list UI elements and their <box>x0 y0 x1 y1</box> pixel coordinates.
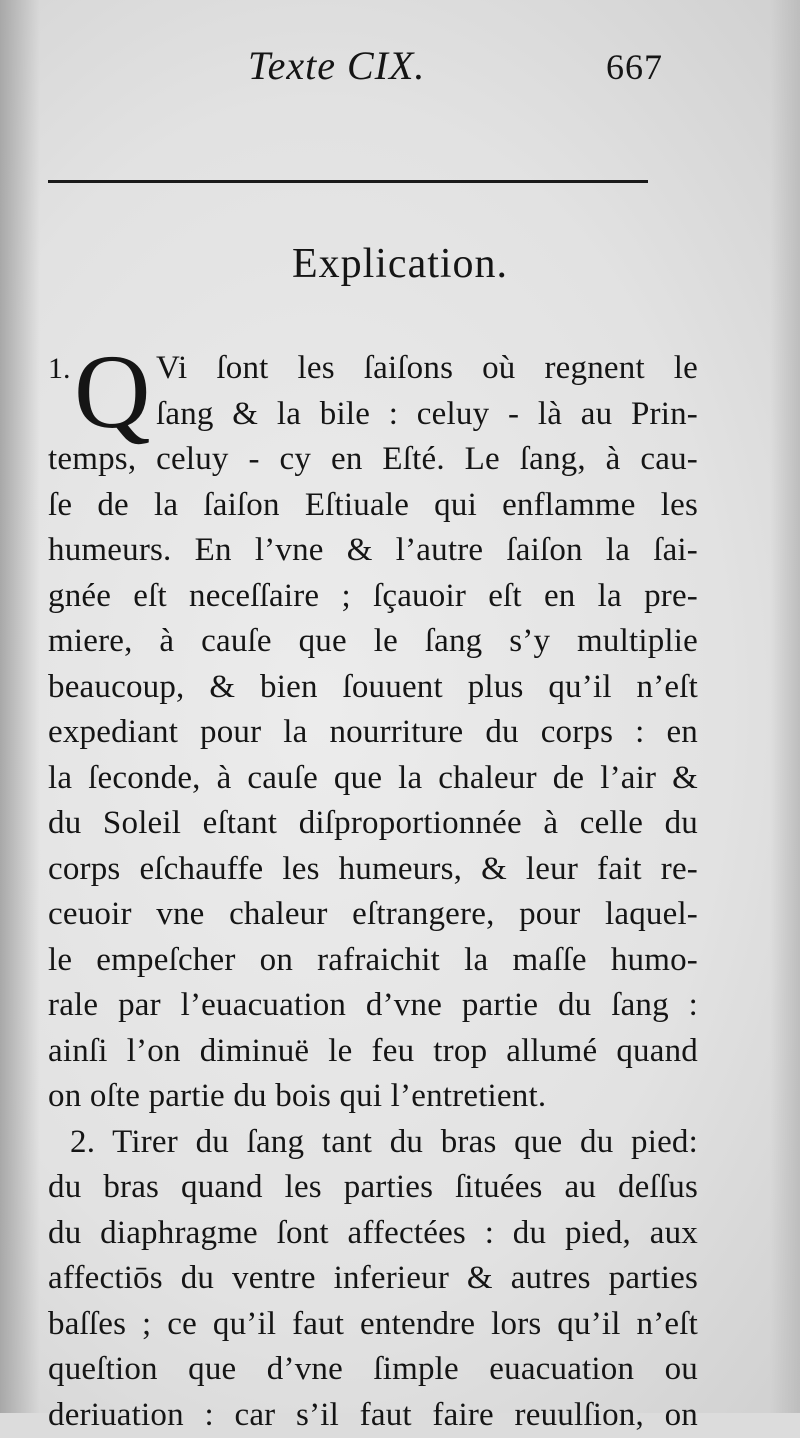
gutter-shadow <box>0 0 40 1413</box>
text-line: deriuation : car s’il faut faire reuulſion, on <box>48 1393 698 1438</box>
header-rule <box>48 180 648 183</box>
text-line: ainſi l’on diminuë le feu trop allumé quand <box>48 1029 698 1075</box>
text-line: gnée eſt neceſſaire ; ſçauoir eſt en la pre- <box>48 574 698 620</box>
section-title: Explication. <box>0 240 800 288</box>
body-text <box>48 346 698 1438</box>
text-line: ſe de la ſaiſon Eſtiuale qui enflamme les <box>48 483 698 529</box>
drop-cap: Q <box>74 342 151 442</box>
text-line: ſang & la bile : celuy - là au Prin- <box>48 392 698 438</box>
text-line: le empeſcher on rafraichit la maſſe humo- <box>48 938 698 984</box>
text-line: on oſte partie du bois qui l’entretient. <box>48 1074 698 1120</box>
text-line: Vi ſont les ſaiſons où regnent le <box>48 346 698 392</box>
running-title: Texte CIX. <box>248 42 425 89</box>
text-line: corps eſchauffe les humeurs, & leur fait re- <box>48 847 698 893</box>
text-line: du Soleil eſtant diſproportionnée à celle du <box>48 801 698 847</box>
text-line: ceuoir vne chaleur eſtrangere, pour laquel- <box>48 892 698 938</box>
text-line: rale par l’euacuation d’vne partie du ſang : <box>48 983 698 1029</box>
page-number: 667 <box>606 46 663 88</box>
paragraph-number: 1. <box>48 346 71 392</box>
paragraph-2 <box>48 1120 698 1438</box>
text-line: baſſes ; ce qu’il faut entendre lors qu’il n’eſt <box>48 1302 698 1348</box>
text-line: du bras quand les parties ſituées au deſſus <box>48 1165 698 1211</box>
text-line: beaucoup, & bien ſouuent plus qu’il n’eſt <box>48 665 698 711</box>
text-line: affectiōs du ventre inferieur & autres parties <box>48 1256 698 1302</box>
text-line: 2. Tirer du ſang tant du bras que du pied: <box>48 1120 698 1166</box>
text-line: du diaphragme ſont affectées : du pied, aux <box>48 1211 698 1257</box>
text-line: queſtion que d’vne ſimple euacuation ou <box>48 1347 698 1393</box>
text-line: temps, celuy - cy en Eſté. Le ſang, à cau- <box>48 437 698 483</box>
running-head <box>0 40 800 100</box>
text-line: miere, à cauſe que le ſang s’y multiplie <box>48 619 698 665</box>
text-line: humeurs. En l’vne & l’autre ſaiſon la ſai- <box>48 528 698 574</box>
text-line: la ſeconde, à cauſe que la chaleur de l’air & <box>48 756 698 802</box>
text-line: expediant pour la nourriture du corps : en <box>48 710 698 756</box>
edge-shadow <box>770 0 800 1413</box>
paragraph-1 <box>48 346 698 1120</box>
